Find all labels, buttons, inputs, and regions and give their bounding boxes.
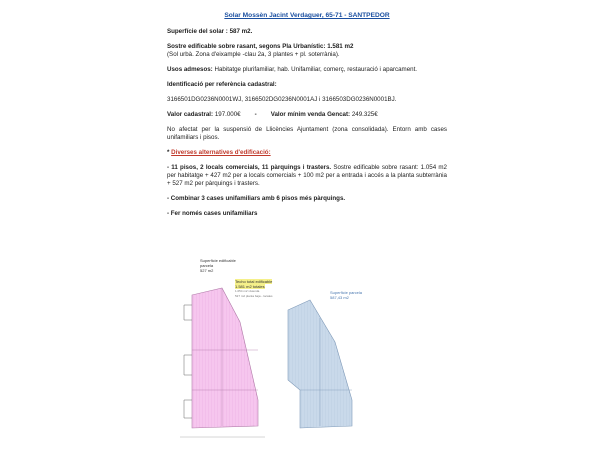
valor-cadastral: 197.000€ [213, 111, 241, 118]
left-bracket-bot [184, 400, 192, 418]
alt1-text: Sostre edificable sobre rasant: 1.054 m2 per habitatge + 427 m2 per a locals comercials + 100 m2 per a entrada i accés a la planta subterrània + 527 m2 per pàrquings i trasters. [167, 164, 447, 187]
document-content [167, 12, 447, 225]
valor-cadastral-label: Valor cadastral: [167, 111, 214, 118]
techo-line-1: Techo total edificable [235, 279, 273, 284]
left-parcel-shape [192, 288, 258, 428]
right-label-line-1: Superficie parcela [330, 290, 363, 295]
valor-cadastral-group [167, 111, 241, 119]
sostre-block [167, 43, 447, 59]
valor-gencat-label: Valor mínim venda Gencat: [270, 111, 351, 118]
diverses-star: * [167, 149, 172, 156]
usos-label: Usos admesos: [167, 66, 213, 73]
superficie-line: Superfície del solar : 587 m2. [167, 28, 253, 35]
ident-refs: 3166501DG0236N0001WJ, 3166502DG0236N0001AJ i 3166503DG0236N0001BJ. [167, 96, 397, 103]
alternative-3: - Fer només cases unifamiliars [167, 210, 258, 217]
left-bracket-top [184, 305, 192, 320]
sostre-detail: (Sol urbà. Zona d'eixample -clau 2a, 3 plantes + pl. soterrània). [167, 51, 340, 58]
usos-line [167, 66, 447, 74]
sostre-title: Sostre edificable sobre rasant, segons Pla Urbanístic: 1.581 m2 [167, 43, 354, 50]
left-label-line-2: parcela [200, 263, 214, 268]
valor-gencat-group [271, 111, 378, 119]
alternative-2: - Combinar 3 cases unifamiliars amb 6 pisos més pàrquings. [167, 195, 346, 202]
ident-label: Identificació per referència cadastral: [167, 81, 277, 88]
techo-line-3: 1.054 m2 vivienda [235, 289, 260, 293]
techo-line-2: 1.581 m2 totales [235, 284, 265, 289]
diverses-heading [167, 149, 447, 157]
left-label-line-3: 527 m2 [200, 268, 214, 273]
no-afectat-text: No afectat per la suspensió de Llicències Ajuntament (zona consolidada). Entorn amb cases unifamiliars i pisos. [167, 126, 447, 141]
plot-drawing [160, 250, 450, 445]
alt1-bold: - 11 pisos, 2 locals comercials, 11 pàrquings i trasters. [167, 164, 332, 171]
valors-line [167, 111, 447, 119]
right-label-line-2: 587,43 m2 [330, 295, 349, 300]
usos-text: Habitatge plurifamiliar, hab. Unifamiliar, comerç, restauració i aparcament. [212, 66, 418, 73]
techo-line-4: 527 m2 planta baja - locales [235, 294, 273, 298]
left-label-line-1: Superficie edificable [200, 258, 236, 263]
diverses-title: Diverses alternatives d'edificació: [171, 149, 271, 156]
alternative-1 [167, 164, 447, 188]
left-bracket-mid [184, 355, 192, 375]
valor-gencat: 249.325€ [350, 111, 378, 118]
plot-diagram [160, 250, 450, 445]
valor-dash: - [254, 111, 257, 118]
page-title: Solar Mossèn Jacint Verdaguer, 65-71 - SANTPEDOR [224, 12, 390, 19]
